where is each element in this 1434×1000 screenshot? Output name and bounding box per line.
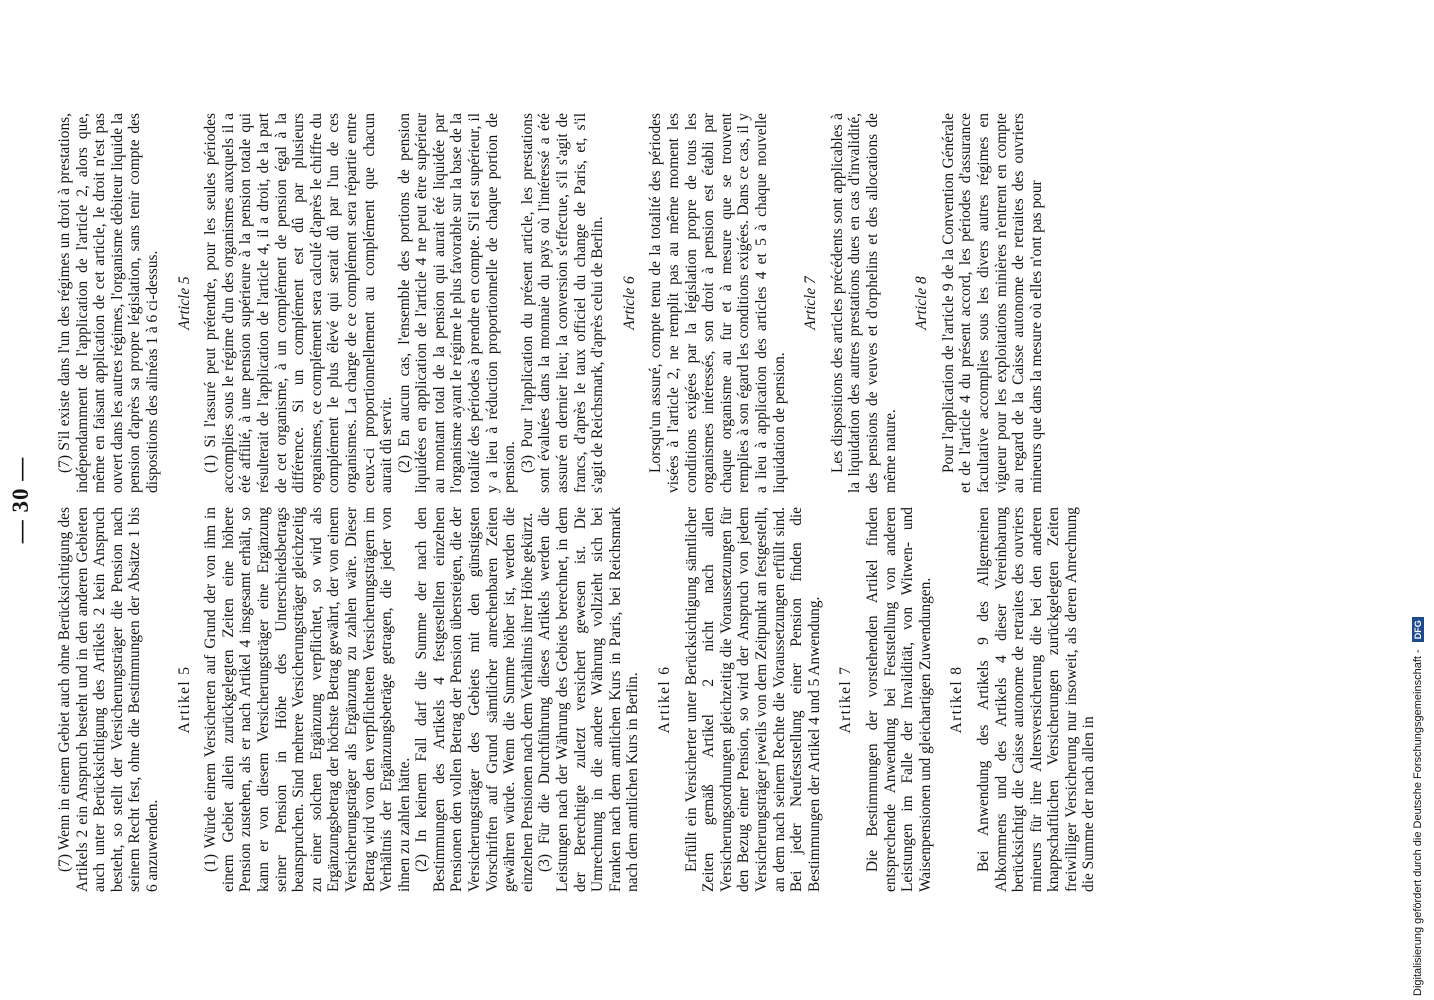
german-article-7-heading: Artikel 7 [837, 665, 855, 734]
german-column [56, 507, 1396, 892]
dfg-logo-icon: DFG [1412, 617, 1424, 642]
german-article-7-paragraph: Die Bestimmungen der vorstehenden Artikel finden entsprechende Anwendung bei Feststellung von anderen Leistungen im Falle der Invalidität, von Witwen- und Waisenpensionen und gleichartigen Zuwendungen. [863, 507, 934, 892]
french-article-5-paragraph-2: (2) En aucun cas, l'ensemble des portions de pension liquidées en application de l'article 4 ne peut être supérieur au montant total de la pension qui aurait été liquidée par l'organisme ayant le régime le plus favorable sur la base de la totalité des périodes à prendre en compte. S'il est supérieur, il y a lieu à réduction proportionnelle de chaque portion de pension. [395, 113, 519, 493]
digitization-credit [1412, 0, 1424, 996]
german-article-6-paragraph: Erfüllt ein Versicherter unter Berücksichtigung sämtlicher Zeiten gemäß Artikel 2 nicht nach allen Versicherungsordnungen gleichzeitig die Voraussetzungen für den Bezug einer Pension, so wird der Anspruch von jedem Versicherungsträger jeweils von dem Zeitpunkt an festgestellt, an dem nach seinem Rechte die Voraussetzungen erfüllt sind. Bei jeder Neufeststellung einer Pension finden die Bestimmungen der Artikel 4 und 5 Anwendung. [682, 507, 823, 892]
german-article-8-heading: Artikel 8 [948, 665, 966, 734]
german-article-5-paragraph-2: (2) In keinem Fall darf die Summe der nach den Bestimmungen des Artikels 4 festgestellten einzelnen Pensionen den vollen Betrag der Pension übersteigen, die der Versicherungsträger des Gebiets mit den günstigsten Vorschriften auf Grund sämtlicher anrechenbaren Zeiten gewähren würde. Wenn die Summe höher ist, werden die einzelnen Pensionen nach dem Verhältnis ihrer Höhe gekürzt. [413, 507, 536, 892]
french-article-7-paragraph: Les dispositions des articles précédents sont applicables à la liquidation des autres prestations dues en cas d'invalidité, des pensions de veuves et d'orphelins et des allocations de même nature. [828, 113, 899, 493]
page-number: — 30 — [8, 456, 33, 544]
french-article-7-heading: Article 7 [802, 276, 820, 330]
german-article-8-paragraph: Bei Anwendung des Artikels 9 des Allgemeinen Abkommens und des Artikels 4 dieser Vereinbarung berücksichtigt die Caisse autonome de retraites des ouvriers mineurs für ihre Altersversicherung die bei den anderen knappschaftlichen Versicherungen zurückgelegten Zeiten freiwilliger Versicherung nur insoweit, als deren Anrechnung die Summe der nach allen in [974, 507, 1098, 892]
french-article-8-heading: Article 8 [913, 276, 931, 330]
german-article-5-heading: Artikel 5 [175, 665, 193, 734]
french-article-5-heading: Article 5 [175, 276, 193, 330]
french-column [56, 113, 1396, 493]
french-article-5-paragraph-3: (3) Pour l'application du présent article, les prestations sont évaluées dans la monnaie du pays où l'intéressé a été assuré en dernier lieu; la conversion s'effectue, s'il s'agit de francs, d'après le taux officiel du change de Paris, et, s'il s'agit de Reichsmark, d'après celui de Berlin. [518, 113, 607, 493]
french-article-8-paragraph: Pour l'application de l'article 9 de la Convention Générale et de l'article 4 du présent accord, les périodes d'assurance facultative accomplies sous les divers autres régimes en vigueur pour les exploitations minières n'entrent en compte au regard de la Caisse autonome de retraites des ouvriers mineurs que dans la mesure où elles n'ont pas pour [939, 113, 1045, 493]
french-article-6-heading: Article 6 [620, 276, 638, 330]
digitization-credit-text: Digitalisierung gefördert durch die Deutsche Forschungsgemeinschaft - [1412, 649, 1424, 996]
german-article-5-paragraph-1: (1) Würde einem Versicherten auf Grund der von ihm in einem Gebiet allein zurückgelegten Zeiten eine höhere Pension zustehen, als er nach Artikel 4 insgesamt erhält, so kann er von diesem Versicherungsträger eine Ergänzung seiner Pension in Höhe des Unterschiedsbetrags beanspruchen. Sind mehrere Versicherungsträger gleichzeitig zu einer solchen Ergänzung verpflichtet, so wird als Ergänzungsbetrag der höchste Betrag gewährt, der von einem Versicherungsträger als Ergänzung zu zahlen wäre. Dieser Betrag wird von den verpflichteten Versicherungsträgern im Verhältnis der Ergänzungsbeträge getragen, die jeder von ihnen zu zahlen hätte. [202, 507, 413, 892]
french-article-5-paragraph-1: (1) Si l'assuré peut prétendre, pour les seules périodes accomplies sous le régime d'un des organismes auxquels il a été affilié, à une pension supérieure à la pension totale qui résulterait de l'application de l'article 4, il a droit, de la part de cet organisme, à un complément de pension égal à la différence. Si un complément est dû par plusieurs organismes, ce complément sera calculé d'après le chiffre du complément le plus élevé qui serait dû par l'un de ces organismes. La charge de ce complément sera répartie entre ceux-ci proportionnellement au complément que chacun aurait dû servir. [202, 113, 396, 493]
german-article-5-paragraph-3: (3) Für die Durchführung dieses Artikels werden die Leistungen nach der Währung des Gebiets berechnet, in dem der Berechtigte zuletzt versichert gewesen ist. Die Umrechnung in die andere Währung vollzieht sich bei Franken nach dem amtlichen Kurs in Paris, bei Reichsmark nach dem amtlichen Kurs in Berlin. [536, 507, 642, 892]
french-article-6-paragraph: Lorsqu'un assuré, compte tenu de la totalité des périodes visées à l'article 2, ne remplit pas au même moment les conditions exigées par la législation propre de tous les organismes intéressés, son droit à pension est établi par chaque organisme au fur et à mesure que se trouvent remplies à son égard les conditions exigées. Dans ce cas, il y a lieu à application des articles 4 et 5 à chaque nouvelle liquidation de pension. [647, 113, 788, 493]
german-article-6-heading: Artikel 6 [656, 665, 673, 734]
german-intro-paragraph: (7) Wenn in einem Gebiet auch ohne Berücksichtigung des Artikels 2 ein Anspruch besteht und in den anderen Gebieten auch unter Berücksichtigung des Artikels 2 kein Anspruch besteht, so stellt der Versicherungsträger die Pension nach seinem Recht fest, ohne die Bestimmungen der Absätze 1 bis 6 anzuwenden. [56, 507, 161, 892]
french-intro-paragraph: (7) S'il existe dans l'un des régimes un droit à prestations, indépendamment de l'application de l'article 2, alors que, même en faisant application de cet article, le droit n'est pas ouvert dans les autres régimes, l'organisme débiteur liquide la pension d'après sa propre législation, sans tenir compte des dispositions des alinéas 1 à 6 ci-dessus. [56, 113, 161, 493]
